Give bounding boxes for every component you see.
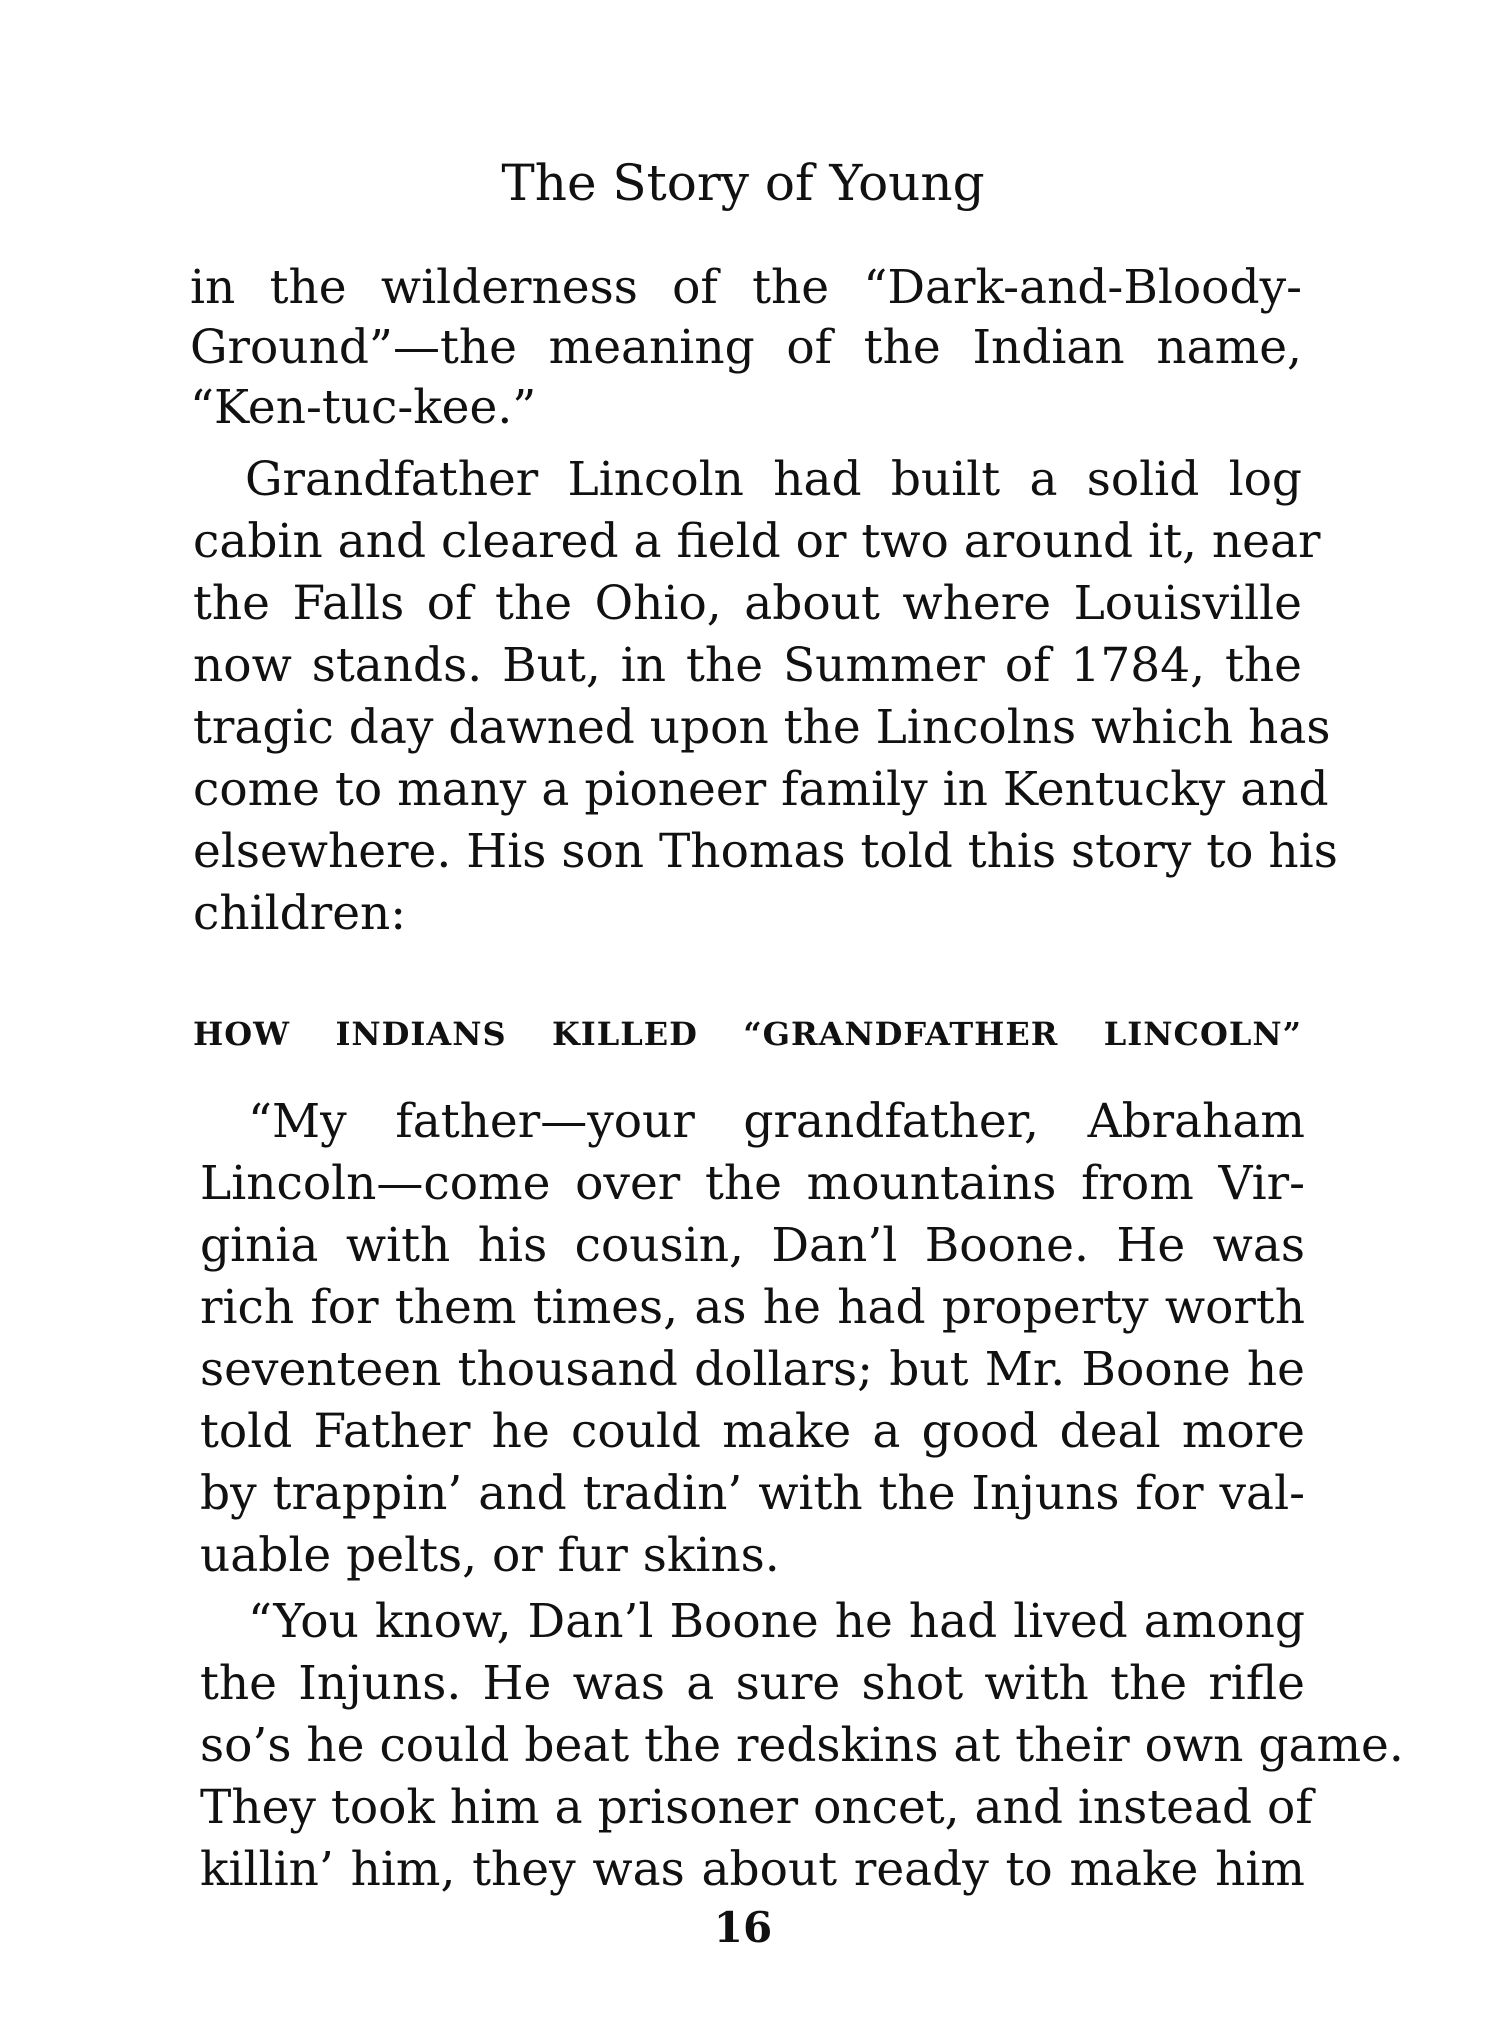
text-line: seventeen thousand dollars; but Mr. Boone he [200, 1342, 1305, 1397]
text-line: elsewhere. His son Thomas told this story to his [193, 824, 1338, 879]
text-line: so’s he could beat the redskins at their own game. [200, 1718, 1404, 1773]
text-line: children: [193, 886, 407, 941]
text-line: tragic day dawned upon the Lincolns which has [193, 700, 1331, 755]
text-line: killin’ him, they was about ready to make him [200, 1842, 1305, 1897]
text-line: Grandfather Lincoln had built a solid log [245, 452, 1302, 507]
text-line: come to many a pioneer family in Kentucky and [193, 762, 1329, 817]
text-line: the Injuns. He was a sure shot with the rifle [200, 1656, 1305, 1711]
text-line: “You know, Dan’l Boone he had lived among [248, 1594, 1305, 1649]
text-line: They took him a prisoner oncet, and instead of [200, 1780, 1313, 1835]
text-line: told Father he could make a good deal more [200, 1404, 1305, 1459]
text-line: “My father—your grandfather, Abraham [248, 1094, 1305, 1149]
running-head: The Story of Young [501, 154, 985, 212]
text-line: uable pelts, or fur skins. [200, 1528, 780, 1583]
text-line: now stands. But, in the Summer of 1784, the [193, 638, 1302, 693]
text-line: cabin and cleared a field or two around it, near [193, 514, 1321, 569]
text-line: Lincoln—come over the mountains from Vir- [200, 1156, 1305, 1211]
text-line: Ground”—the meaning of the Indian name, [190, 320, 1302, 375]
text-line: by trappin’ and tradin’ with the Injuns for val- [200, 1466, 1305, 1521]
text-line: “Ken-tuc-kee.” [190, 380, 537, 435]
text-line: ginia with his cousin, Dan’l Boone. He was [200, 1218, 1305, 1273]
text-line: rich for them times, as he had property worth [200, 1280, 1305, 1335]
page-number: 16 [713, 1903, 773, 1952]
text-line: in the wilderness of the “Dark-and-Bloody- [190, 260, 1302, 315]
section-heading: HOW INDIANS KILLED “GRANDFATHER LINCOLN” [193, 1015, 1302, 1053]
text-line: the Falls of the Ohio, about where Louisville [193, 576, 1302, 631]
